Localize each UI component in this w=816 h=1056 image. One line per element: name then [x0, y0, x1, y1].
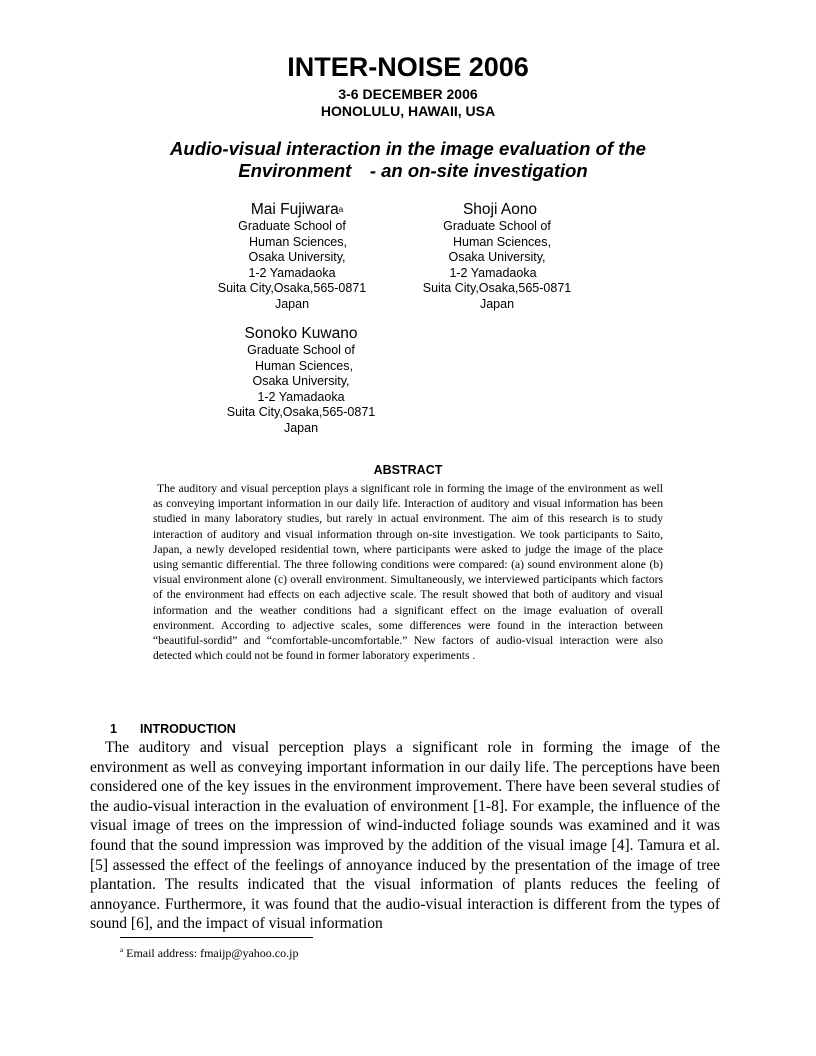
author-affiliation-line: Japan	[479, 296, 515, 311]
paper-title-line-1: Audio-visual interaction in the image evaluation of the	[170, 138, 646, 159]
author-affiliation-line: Suita City,Osaka,565-0871	[422, 281, 572, 295]
abstract-heading: ABSTRACT	[373, 463, 443, 477]
author-affiliation-line: Graduate School of	[443, 219, 551, 233]
author-affiliation-line: Human Sciences,	[255, 358, 353, 373]
author-affiliation-line: Suita City,Osaka,565-0871	[217, 281, 367, 295]
footnote	[120, 946, 298, 961]
author-block	[417, 200, 577, 312]
conference-title: INTER-NOISE 2006	[287, 52, 529, 82]
author-affiliation-line: Graduate School of	[247, 343, 355, 357]
conference-location: HONOLULU, HAWAII, USA	[320, 103, 496, 119]
paper-title	[0, 138, 816, 182]
author-affiliation-line: Japan	[283, 420, 319, 435]
footnote-divider	[120, 937, 313, 938]
author-block	[212, 200, 372, 312]
author-affiliation-line: Human Sciences,	[249, 234, 347, 249]
author-affiliation-line: Human Sciences,	[453, 234, 551, 249]
author-name: Shoji Aono	[462, 201, 538, 218]
author-affiliation-line: Graduate School of	[238, 219, 346, 233]
author-affiliation-line: Japan	[274, 296, 310, 311]
author-affiliation-line: 1-2 Yamadaoka	[257, 389, 345, 404]
author-name: Sonoko Kuwano	[244, 325, 358, 342]
section-title: INTRODUCTION	[140, 722, 236, 736]
abstract-text: The auditory and visual perception plays a significant role in forming the image of the environment as well as conveying important information in our daily life. Interaction of auditory and visual information has been studied in many laboratory studies, but rarely in actual environment. The aim of this research is to study interaction of auditory and visual information through on-site investigation. We took participants to Saito, Japan, a newly developed residential town, where participants were asked to judge the image of the place using semantic differential. The three following conditions were compared: (a) sound environment alone (b) visual environment alone (c) overall environment. Simultaneously, we interviewed participants which factors of the environment had effects on each adjective scale. The result showed that both of auditory and visual information and the weather conditions had a significant effect on the image evaluation of overall environment. According to adjective scales, some differences were found in the interaction between “beautiful-sordid” and “comfortable-uncomfortable.” New factors of audio-visual interaction were also detected which could not be found in former laboratory experiments .	[153, 482, 663, 663]
author-block	[220, 324, 382, 436]
author-footnote-marker: a	[338, 205, 344, 214]
author-affiliation-line: Osaka University,	[252, 374, 350, 388]
section-number: 1	[110, 722, 117, 736]
author-name: Mai Fujiwara$^a$	[250, 201, 344, 218]
footnote-marker: a	[120, 946, 124, 954]
paper-title-line-2: Environment - an on-site investigation	[238, 160, 588, 181]
author-affiliation-line: Osaka University,	[248, 250, 346, 264]
conference-date: 3-6 DECEMBER 2006	[338, 86, 478, 102]
footnote-text: Email address: fmaijp@yahoo.co.jp	[126, 946, 299, 960]
author-affiliation-line: Osaka University,	[448, 250, 546, 264]
section-heading-introduction	[110, 722, 236, 736]
introduction-text: The auditory and visual perception plays a significant role in forming the image of the environment as well as conveying important information in our daily life. The perceptions have been considered one of the key issues in the environment improvement. There have been several studies of the audio-visual interaction in the evaluation of environment [1-8]. For example, the influence of the visual image of trees on the impression of wind-inducted foliage sounds was examined and it was found that the sound impression was improved by the addition of the visual image [4]. Tamura et al. [5] assessed the effect of the feelings of annoyance induced by the presentation of the image of tree plantation. The results indicated that the visual information of plants reduces the feeling of annoyance. Furthermore, it was found that the audio-visual interaction is different from the types of sound [6], and the impact of visual information	[90, 739, 720, 933]
author-affiliation-line: 1-2 Yamadaoka	[449, 265, 537, 280]
author-affiliation-line: 1-2 Yamadaoka	[248, 265, 336, 280]
author-affiliation-line: Suita City,Osaka,565-0871	[226, 405, 376, 419]
